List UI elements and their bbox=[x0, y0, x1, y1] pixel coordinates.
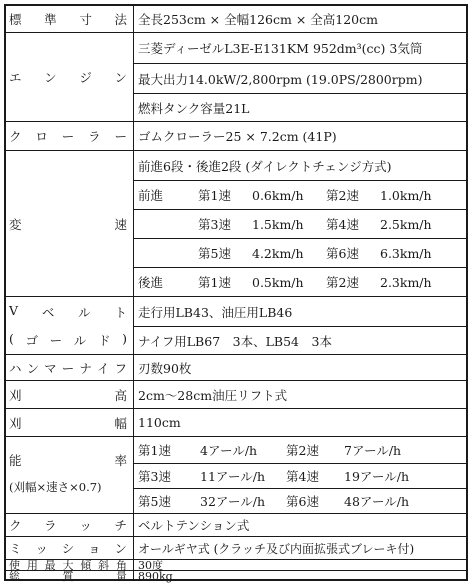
label-char: ン bbox=[114, 70, 127, 85]
label-char: ー bbox=[114, 129, 127, 144]
label-char: 大 bbox=[62, 559, 74, 572]
label-char: ー bbox=[61, 129, 75, 144]
label-char: 変 bbox=[9, 216, 22, 232]
row-transmission bbox=[6, 150, 466, 296]
row-max-slope bbox=[6, 559, 466, 570]
capacity-value: 48アール/h bbox=[344, 494, 410, 509]
value-total-mass: 890kg bbox=[138, 569, 173, 583]
gear-name: 第4速 bbox=[326, 217, 359, 232]
row-hammer-knife bbox=[6, 354, 466, 380]
label-transmission bbox=[6, 151, 134, 296]
label-char: 傾 bbox=[80, 559, 92, 572]
label-cut-height bbox=[6, 381, 134, 408]
label-char: 標 bbox=[9, 12, 22, 27]
capacity-value: 4アール/h bbox=[200, 443, 258, 458]
label-char: ル bbox=[73, 333, 87, 348]
label-char: ッ bbox=[35, 541, 48, 556]
label-char: 量 bbox=[116, 570, 127, 583]
value-cut-width: 110cm bbox=[138, 415, 181, 430]
row-total-mass bbox=[6, 570, 466, 581]
forward-label: 前進 bbox=[138, 188, 164, 203]
label-char: ト bbox=[114, 305, 127, 320]
gear-name: 第5速 bbox=[138, 494, 171, 509]
label-char: イ bbox=[96, 360, 110, 376]
value-cut-height: 2cm～28cm油圧リフト式 bbox=[138, 387, 288, 403]
capacity-row bbox=[134, 437, 466, 463]
label-char: 用 bbox=[26, 559, 38, 572]
gear-name: 第2速 bbox=[286, 443, 319, 458]
label-char: ー bbox=[49, 333, 63, 348]
gear-name: 第1速 bbox=[198, 275, 231, 290]
label-char: ロ bbox=[35, 129, 48, 144]
label-char: 寸 bbox=[79, 12, 92, 27]
label-char: 速 bbox=[114, 216, 127, 232]
label-char: V bbox=[9, 303, 19, 318]
engine-output: 最大出力14.0kW/2,800rpm (19.0PS/2800rpm) bbox=[138, 71, 423, 87]
gear-speed: 2.5km/h bbox=[380, 216, 432, 232]
label-char: 質 bbox=[62, 570, 74, 583]
row-dimensions bbox=[6, 6, 466, 32]
label-char: 能 bbox=[9, 453, 22, 468]
row-clutch bbox=[6, 513, 466, 536]
label-dimensions bbox=[6, 6, 134, 32]
gear-name: 第5速 bbox=[198, 246, 231, 261]
capacity-value: 11アール/h bbox=[200, 469, 266, 484]
gear-speed: 0.5km/h bbox=[252, 274, 304, 290]
gear-name: 第6速 bbox=[286, 494, 319, 509]
label-total-mass bbox=[6, 571, 134, 581]
label-char: 使 bbox=[9, 559, 20, 572]
label-char: ゴ bbox=[25, 333, 39, 348]
label-capacity bbox=[6, 437, 134, 513]
label-char: チ bbox=[114, 518, 127, 533]
label-hammer-knife bbox=[6, 355, 134, 380]
label-cut-width bbox=[6, 409, 134, 436]
gear-row-reverse bbox=[134, 267, 466, 296]
label-char: ラ bbox=[44, 518, 57, 533]
row-capacity bbox=[6, 436, 466, 513]
label-char: ー bbox=[61, 360, 75, 376]
gear-name: 第6速 bbox=[326, 246, 359, 261]
label-char: ル bbox=[78, 305, 91, 320]
gear-row bbox=[134, 238, 466, 267]
label-vbelt bbox=[6, 297, 134, 354]
label-char: ミ bbox=[9, 541, 22, 556]
row-cut-width bbox=[6, 408, 466, 436]
label-char: ン bbox=[114, 541, 127, 556]
label-char: ( bbox=[9, 331, 14, 346]
value-mission: オールギヤ式 (クラッチ及び内面拡張式ブレーキ付) bbox=[138, 541, 415, 556]
row-cut-height bbox=[6, 380, 466, 408]
label-char: 刈 bbox=[9, 387, 22, 403]
label-mission bbox=[6, 537, 134, 559]
label-char: ョ bbox=[88, 541, 101, 556]
gear-name: 第2速 bbox=[326, 275, 359, 290]
label-char: 総 bbox=[9, 570, 20, 583]
gear-name: 第3速 bbox=[138, 469, 171, 484]
value-crawler: ゴムクローラー25 × 7.2cm (41P) bbox=[138, 129, 337, 144]
label-char: ン bbox=[44, 70, 57, 85]
label-char: 角 bbox=[115, 559, 127, 572]
label-char: シ bbox=[61, 541, 75, 556]
engine-model: 三菱ディーゼルL3E‐E131KM 952dm³(cc) 3気筒 bbox=[138, 41, 423, 56]
label-char: ハ bbox=[9, 360, 22, 376]
transmission-type: 前進6段・後進2段 (ダイレクトチェンジ方式) bbox=[138, 158, 392, 174]
label-crawler bbox=[6, 122, 134, 150]
label-char: ク bbox=[9, 129, 22, 144]
gear-speed: 2.3km/h bbox=[380, 274, 432, 290]
engine-line-1 bbox=[134, 33, 466, 63]
capacity-formula: (刈幅×速さ×0.7) bbox=[9, 480, 102, 494]
gear-name: 第3速 bbox=[198, 217, 231, 232]
label-char: ラ bbox=[88, 129, 101, 144]
transmission-header bbox=[134, 151, 466, 180]
capacity-row bbox=[134, 463, 466, 488]
label-char: 幅 bbox=[114, 415, 127, 431]
vbelt-drive: 走行用LB43、油圧用LB46 bbox=[138, 304, 293, 320]
value-max-slope: 30度 bbox=[138, 559, 163, 572]
engine-line-2 bbox=[134, 63, 466, 93]
gear-row bbox=[134, 180, 466, 209]
engine-line-3 bbox=[134, 93, 466, 121]
capacity-value: 32アール/h bbox=[200, 494, 266, 509]
label-char: 高 bbox=[114, 387, 127, 403]
label-char: 刈 bbox=[9, 415, 22, 431]
label-clutch bbox=[6, 514, 134, 536]
label-engine bbox=[6, 33, 134, 121]
gear-speed: 1.5km/h bbox=[252, 216, 304, 232]
capacity-value: 19アール/h bbox=[344, 469, 410, 484]
label-char: 最 bbox=[44, 559, 56, 572]
reverse-label: 後進 bbox=[138, 275, 164, 290]
capacity-value: 7アール/h bbox=[344, 443, 402, 458]
label-char: 法 bbox=[114, 12, 127, 27]
vbelt-line-1 bbox=[134, 297, 466, 326]
value-clutch: ベルトテンション式 bbox=[138, 518, 250, 533]
label-char: 準 bbox=[44, 12, 57, 27]
label-char: ジ bbox=[79, 70, 92, 85]
vbelt-line-2 bbox=[134, 326, 466, 354]
row-mission bbox=[6, 536, 466, 559]
label-char: ベ bbox=[41, 305, 55, 320]
label-char: 斜 bbox=[98, 559, 110, 572]
label-char: 率 bbox=[114, 453, 127, 468]
gear-name: 第1速 bbox=[198, 188, 231, 203]
label-char: ) bbox=[122, 331, 127, 346]
row-engine bbox=[6, 32, 466, 121]
gear-name: 第1速 bbox=[138, 443, 171, 458]
spec-table bbox=[4, 4, 468, 581]
fuel-tank: 燃料タンク容量21L bbox=[138, 100, 250, 116]
label-char: ン bbox=[26, 360, 40, 376]
gear-speed: 1.0km/h bbox=[380, 187, 432, 203]
label-char: ク bbox=[9, 518, 22, 533]
capacity-row bbox=[134, 488, 466, 513]
row-crawler bbox=[6, 121, 466, 150]
gear-speed: 4.2km/h bbox=[252, 245, 304, 261]
label-char: エ bbox=[9, 70, 22, 85]
vbelt-knife: ナイフ用LB67 3本、LB54 3本 bbox=[138, 333, 332, 349]
gear-speed: 6.3km/h bbox=[380, 245, 432, 261]
label-char: ド bbox=[97, 333, 111, 348]
label-char: マ bbox=[44, 360, 57, 376]
value-hammer-knife: 刃数90枚 bbox=[138, 360, 192, 376]
label-char: ナ bbox=[79, 360, 92, 376]
gear-name: 第2速 bbox=[326, 188, 359, 203]
label-char: フ bbox=[114, 360, 127, 376]
gear-row bbox=[134, 209, 466, 238]
value-dimensions: 全長253cm × 全幅126cm × 全高120cm bbox=[138, 12, 378, 27]
row-vbelt bbox=[6, 296, 466, 354]
gear-speed: 0.6km/h bbox=[252, 187, 304, 203]
label-char: ッ bbox=[79, 518, 92, 533]
gear-name: 第4速 bbox=[286, 469, 319, 484]
